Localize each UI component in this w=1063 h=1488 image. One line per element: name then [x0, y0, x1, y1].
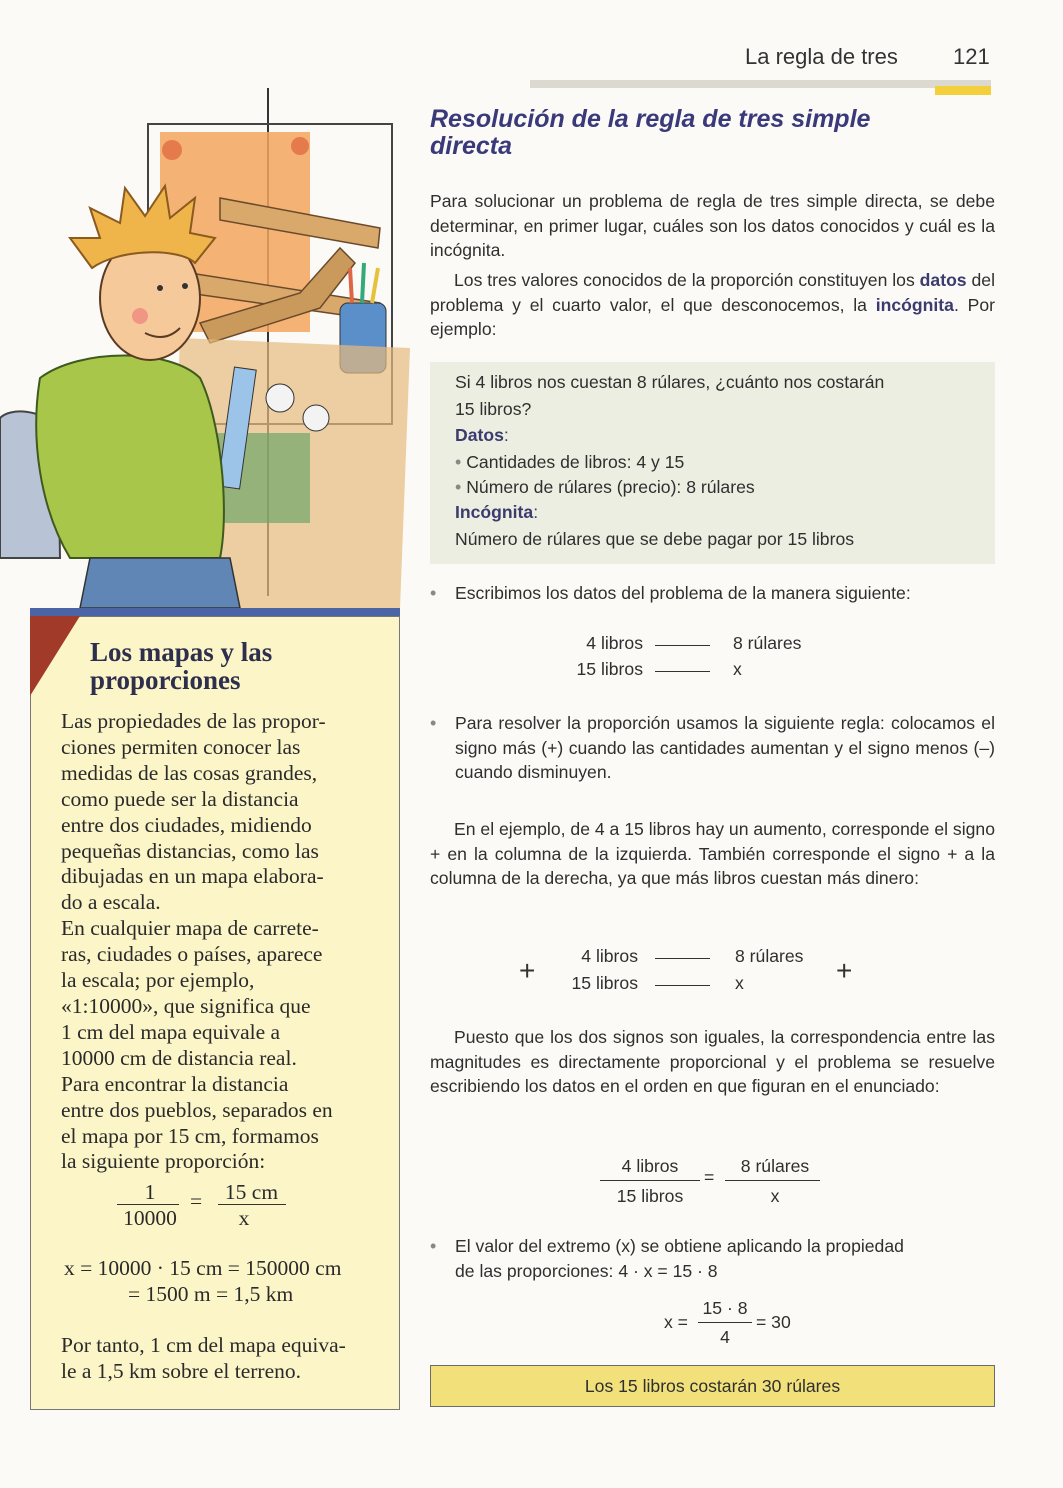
- example-explanation: En el ejemplo, de 4 a 15 libros hay un aumento, corresponde el signo + en la columna de la izquierda. También corresponde el signo + a la columna de la derecha, ya que más libros cuestan más dinero:: [430, 819, 995, 888]
- calc-x: x =: [664, 1312, 688, 1332]
- result-text: Los 15 libros costarán 30 rúlares: [584, 1376, 841, 1396]
- equals-sign: =: [704, 1167, 715, 1187]
- calc-numerator: 15 · 8: [702, 1298, 748, 1318]
- fraction-bar: [600, 1180, 700, 1181]
- plus-sign-right: +: [836, 955, 853, 986]
- sidebar-frac-den-left: 10000: [123, 1206, 177, 1230]
- bullet-dot: •: [430, 583, 437, 603]
- sidebar-calc-line-2: = 1500 m = 1,5 km: [128, 1282, 294, 1306]
- prop-c: 15 libros: [576, 659, 643, 679]
- sidebar-frac-num-left: 1: [144, 1180, 156, 1204]
- fraction-bar: [218, 1204, 286, 1205]
- intro-paragraph-2: [430, 268, 995, 342]
- sidebar-frac-den-right: x: [238, 1206, 250, 1230]
- prop-a: 4 libros: [581, 946, 638, 966]
- datos-item: • Número de rúlares (precio): 8 rúlares: [455, 477, 755, 497]
- prop-dash: [655, 958, 710, 959]
- sidebar-line: entre dos ciudades, midiendo: [61, 812, 312, 837]
- intro-text: Los tres valores conocidos de la proporción constituyen los: [454, 270, 920, 290]
- step-bullet-1: Escribimos los datos del problema de la manera siguiente:: [455, 583, 911, 603]
- plus-sign-left: +: [519, 955, 536, 986]
- fraction-bar: [698, 1322, 752, 1323]
- step-bullet-3-line-2: de las proporciones: 4 · x = 15 · 8: [455, 1261, 718, 1281]
- sidebar-line: dibujadas en un mapa elabora-: [61, 864, 324, 889]
- prop-c: 15 libros: [571, 973, 638, 993]
- incognita-heading: Incógnita:: [455, 502, 539, 522]
- calc-result: = 30: [756, 1312, 791, 1332]
- sidebar-line: el mapa por 15 cm, formamos: [61, 1123, 319, 1148]
- term-datos: datos: [919, 270, 967, 290]
- page-number: 121: [953, 44, 990, 69]
- term-incognita: incógnita: [875, 294, 954, 315]
- sidebar-line: la siguiente proporción:: [61, 1149, 266, 1174]
- frac-numerator-left: 4 libros: [621, 1156, 679, 1176]
- sidebar-line: do a escala.: [61, 890, 161, 915]
- calc-denominator: 4: [720, 1327, 730, 1347]
- step-bullet-2: Para resolver la proporción usamos la siguiente regla: colocamos el signo más (+) cuando las cantidades aumentan y el signo menos (–) cuando disminuyen.: [455, 713, 995, 782]
- datos-heading: Datos:: [455, 425, 509, 445]
- sidebar-top-bar: [30, 608, 400, 616]
- datos-item-text: Cantidades de libros: 4 y 15: [466, 452, 685, 472]
- prop-dash: [655, 671, 710, 672]
- frac-denominator-right: x: [770, 1186, 780, 1206]
- sidebar-line: 1 cm del mapa equivale a: [61, 1019, 281, 1044]
- sidebar-corner-accent: [30, 616, 80, 696]
- fraction-bar: [725, 1180, 820, 1181]
- sidebar-line: Las propiedades de las propor-: [61, 709, 326, 733]
- prop-d: x: [735, 973, 744, 993]
- sidebar-frac-num-right: 15 cm: [224, 1180, 279, 1204]
- frac-numerator-right: 8 rúlares: [740, 1156, 810, 1176]
- sidebar-calc-line-1: x = 10000 · 15 cm = 150000 cm: [64, 1256, 342, 1280]
- sidebar-line: medidas de las cosas grandes,: [61, 760, 318, 785]
- sidebar-line: la escala; por ejemplo,: [61, 968, 255, 993]
- datos-item-text: Número de rúlares (precio): 8 rúlares: [466, 477, 755, 497]
- prop-a: 4 libros: [586, 633, 643, 653]
- incognita-text: Número de rúlares que se debe pagar por 15 libros: [455, 529, 855, 549]
- prop-b: 8 rúlares: [733, 633, 802, 653]
- sidebar-line: En cualquier mapa de carrete-: [61, 916, 319, 941]
- prop-d: x: [733, 659, 742, 679]
- example-question-line-1: Si 4 libros nos cuestan 8 rúlares, ¿cuánto nos costarán: [455, 372, 885, 392]
- section-title: Resolución de la regla de tres simple directa: [430, 105, 871, 160]
- sidebar-line: le a 1,5 km sobre el terreno.: [61, 1358, 301, 1383]
- datos-item: • Cantidades de libros: 4 y 15: [455, 452, 685, 472]
- header-accent: [935, 86, 991, 95]
- sidebar-line: ciones permiten conocer las: [61, 734, 301, 759]
- sidebar-conclusion: [61, 1333, 386, 1385]
- intro-paragraph-1: Para solucionar un problema de regla de tres simple directa, se debe determinar, en primer lugar, cuáles son los datos conocidos y cuál es la incógnita.: [430, 191, 995, 260]
- sidebar-line: Por tanto, 1 cm del mapa equiva-: [61, 1333, 346, 1357]
- example-question-line-2: 15 libros?: [455, 399, 532, 419]
- sidebar-title: Los mapas y las proporciones: [90, 637, 273, 695]
- sidebar-line: «1:10000», que significa que: [61, 993, 311, 1018]
- sidebar-line: Para encontrar la distancia: [61, 1071, 289, 1096]
- bullet-dot: •: [430, 713, 437, 733]
- sidebar-line: entre dos pueblos, separados en: [61, 1097, 333, 1122]
- sidebar-line: como puede ser la distancia: [61, 786, 299, 811]
- fraction-bar: [117, 1204, 179, 1205]
- bullet-dot: •: [430, 1236, 437, 1256]
- sidebar-line: 10000 cm de distancia real.: [61, 1045, 297, 1070]
- datos-label: Datos: [455, 425, 504, 445]
- student-workbench-illustration: [0, 88, 410, 608]
- sidebar-line: pequeñas distancias, como las: [61, 838, 319, 863]
- prop-b: 8 rúlares: [735, 946, 804, 966]
- frac-denominator-left: 15 libros: [616, 1186, 684, 1206]
- intro-text: . Por ejemplo:: [430, 294, 995, 339]
- header-rule: [530, 80, 991, 88]
- incognita-label: Incógnita: [455, 502, 534, 522]
- sidebar-line: ras, ciudades o países, aparece: [61, 942, 323, 967]
- running-header: La regla de tres: [745, 44, 898, 69]
- intro-text: del problema y el cuarto valor, el que desconocemos, la: [430, 270, 995, 315]
- prop-dash: [655, 645, 710, 646]
- sidebar-equals: =: [190, 1189, 203, 1213]
- signs-explanation: Puesto que los dos signos son iguales, la correspondencia entre las magnitudes es directamente proporcional y el problema se resuelve escribiendo los datos en el orden en que figuran en el enunciado:: [430, 1027, 995, 1096]
- prop-dash: [655, 985, 710, 986]
- step-bullet-3-line-1: El valor del extremo (x) se obtiene aplicando la propiedad: [455, 1236, 904, 1256]
- sidebar-body: [61, 709, 386, 1175]
